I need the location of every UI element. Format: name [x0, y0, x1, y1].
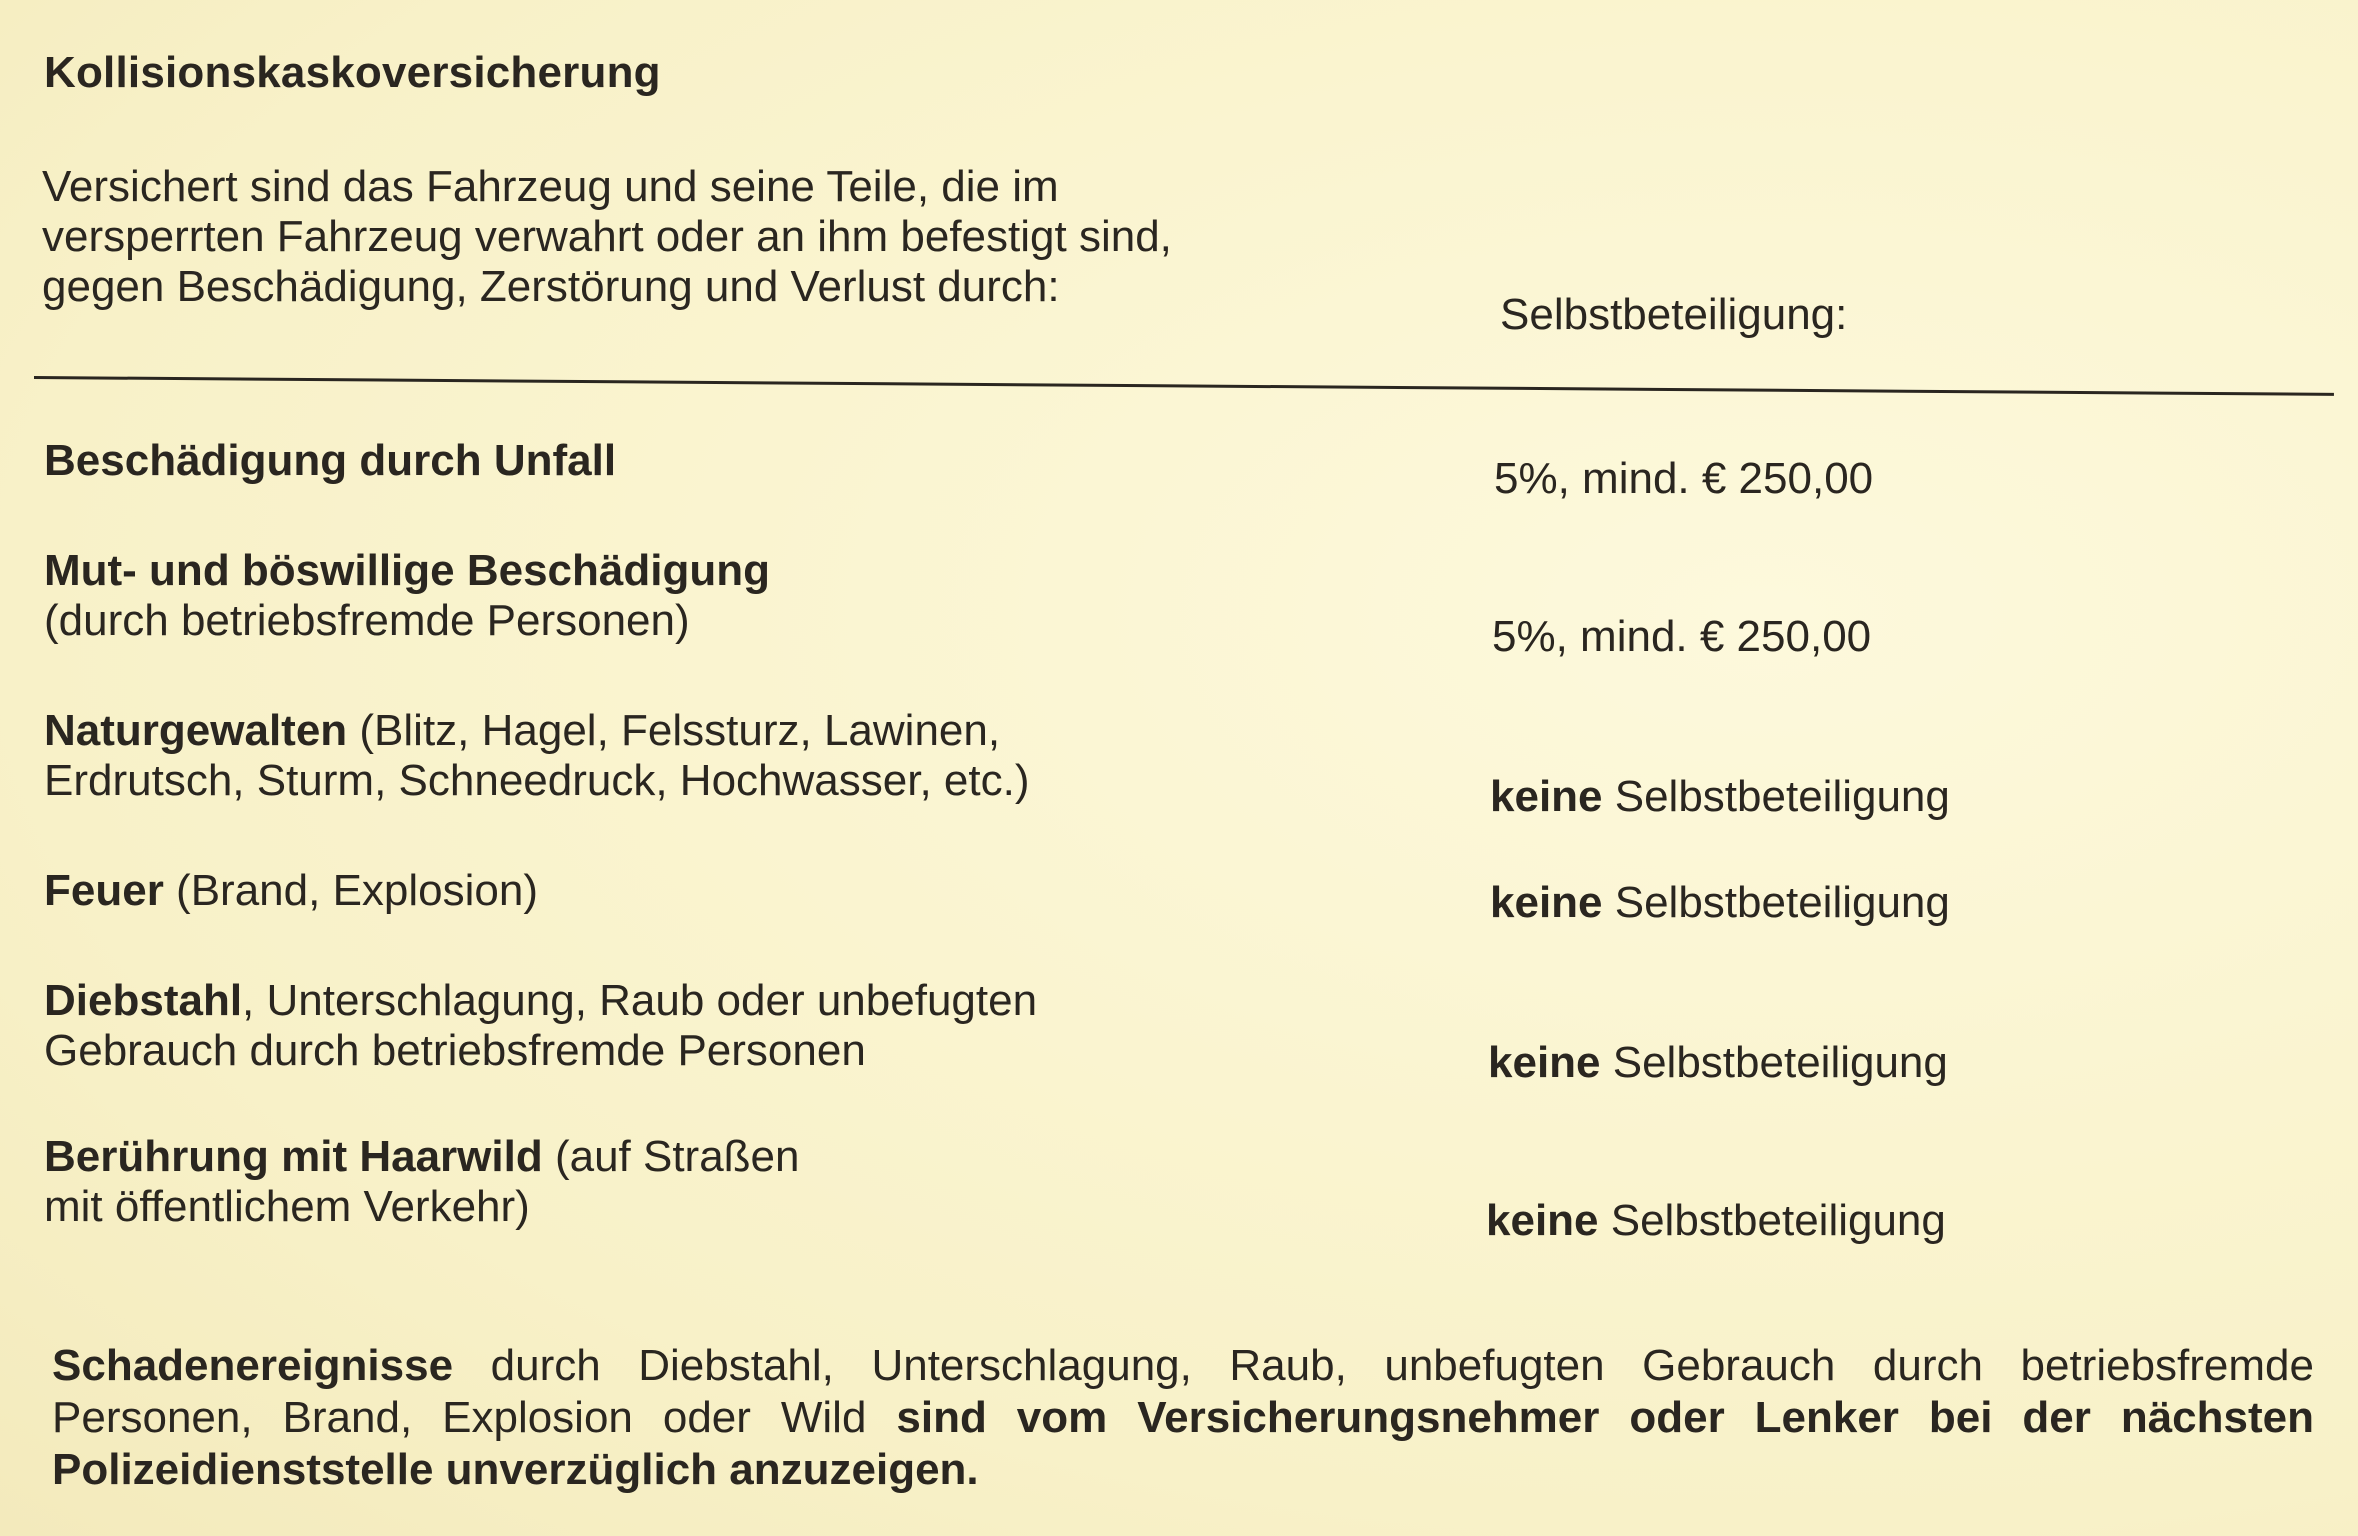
document-title: Kollisionskaskoversicherung: [44, 48, 661, 97]
coverage-description: [44, 866, 538, 916]
coverage-deductible: [1494, 454, 1873, 504]
coverage-deductible: [1492, 612, 1871, 662]
header-divider: [34, 376, 2334, 396]
intro-line: Versichert sind das Fahrzeug und seine Teile, die im: [42, 162, 1059, 211]
coverage-title-line: [44, 976, 1037, 1026]
coverage-description: [44, 1132, 800, 1232]
coverage-deductible: [1490, 878, 1950, 928]
intro-paragraph: [42, 162, 1342, 312]
deductible-bold: keine: [1486, 1196, 1599, 1245]
coverage-title-bold: Naturgewalten: [44, 706, 348, 755]
intro-line: versperrten Fahrzeug verwahrt oder an ihm befestigt sind,: [42, 212, 1172, 261]
coverage-description: [44, 436, 616, 486]
deductible-text: 5%, mind. € 250,00: [1492, 612, 1872, 661]
notice-lead-bold: Schadenereignisse: [52, 1341, 454, 1390]
coverage-second-line: Erdrutsch, Sturm, Schneedruck, Hochwasser, etc.): [44, 756, 1030, 805]
coverage-title-line: [44, 866, 538, 916]
deductible-text: Selbstbeteiligung: [1600, 1038, 1948, 1087]
coverage-description: [44, 706, 1030, 806]
deductible-text: 5%, mind. € 250,00: [1494, 454, 1874, 503]
coverage-title-rest: (auf Straßen: [542, 1132, 800, 1181]
reporting-notice: [52, 1340, 2314, 1496]
coverage-title-bold: Beschädigung durch Unfall: [44, 436, 617, 485]
coverage-second-line: mit öffentlichem Verkehr): [44, 1182, 530, 1231]
coverage-deductible: [1486, 1196, 1946, 1246]
coverage-deductible: [1490, 772, 1950, 822]
deductible-text: Selbstbeteiligung: [1602, 878, 1950, 927]
deductible-bold: keine: [1490, 772, 1603, 821]
coverage-second-line: (durch betriebsfremde Personen): [44, 596, 690, 645]
deductible-column-header: Selbstbeteiligung:: [1500, 290, 1848, 339]
notice-body: durch Diebstahl, Unterschlagung, Raub, unbefugten Gebrauch durch betriebsfremde Personen, Brand, Explosion oder Wild: [52, 1341, 2314, 1442]
coverage-description: [44, 976, 1037, 1076]
coverage-title-bold: Mut- und böswillige Beschädigung: [44, 546, 770, 595]
coverage-second-line: Gebrauch durch betriebsfremde Personen: [44, 1026, 866, 1075]
coverage-title-bold: Feuer: [44, 866, 164, 915]
notice-obligation-bold: sind vom Versicherungsnehmer oder Lenker bei der nächsten Polizeidienststelle unverzüglich anzuzeigen.: [52, 1393, 2315, 1494]
coverage-title-bold: Diebstahl: [44, 976, 243, 1025]
deductible-text: Selbstbeteiligung: [1602, 772, 1950, 821]
deductible-text: Selbstbeteiligung: [1598, 1196, 1946, 1245]
coverage-title-line: [44, 436, 616, 486]
deductible-bold: keine: [1488, 1038, 1601, 1087]
coverage-deductible: [1488, 1038, 1948, 1088]
coverage-description: [44, 546, 770, 646]
intro-line: gegen Beschädigung, Zerstörung und Verlust durch:: [42, 262, 1060, 311]
coverage-title-line: [44, 546, 770, 596]
coverage-title-bold: Berührung mit Haarwild: [44, 1132, 543, 1181]
deductible-bold: keine: [1490, 878, 1603, 927]
coverage-title-line: [44, 1132, 800, 1182]
coverage-title-rest: (Brand, Explosion): [163, 866, 538, 915]
coverage-title-line: [44, 706, 1030, 756]
coverage-title-rest: (Blitz, Hagel, Felssturz, Lawinen,: [347, 706, 1001, 755]
coverage-title-rest: , Unterschlagung, Raub oder unbefugten: [242, 976, 1038, 1025]
